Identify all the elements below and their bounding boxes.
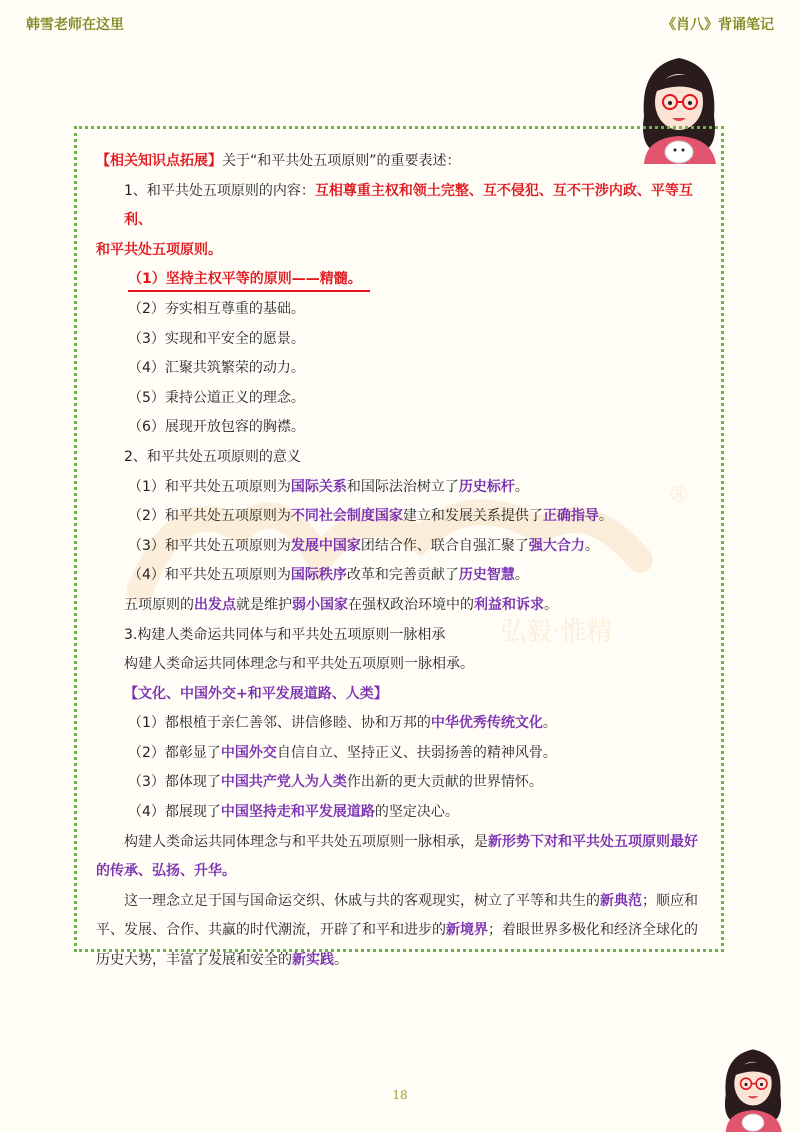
significance-item: （3）和平共处五项原则为发展中国家团结合作、联合自强汇聚了强大合力。 [128,537,599,554]
conclusion-paragraph-2-line3: 历史大势，丰富了发展和安全的新实践。 [96,952,348,969]
content-red-2: 和平共处五项原则。 [96,241,222,258]
content-red-1: 互相尊重主权和领土完整、互不侵犯、互不干涉内政、平等互利、 [124,182,693,229]
principle-item: （6）展现开放包容的胸襟。 [128,419,305,436]
significance-item: （2）和平共处五项原则为不同社会制度国家建立和发展关系提供了正确指导。 [128,508,613,525]
community-item: （3）都体现了中国共产党人为人类作出新的更大贡献的世界情怀。 [128,774,543,791]
page-number: 18 [392,1088,408,1102]
principle-item: （3）实现和平安全的愿景。 [128,330,305,347]
principle-core: （1）坚持主权平等的原则——精髓。 [128,268,370,292]
conclusion-paragraph-1: 构建人类命运共同体理念与和平共处五项原则一脉相承，是新形势下对和平共处五项原则最好 [124,833,698,850]
intro-text: 关于“和平共处五项原则”的重要表述： [222,153,461,169]
community-item: （2）都彰显了中国外交自信自立、坚持正义、扶弱扬善的精神风骨。 [128,744,557,761]
principle-item: （2）夯实相互尊重的基础。 [128,300,305,317]
principle-item: （5）秉持公道正义的理念。 [128,389,305,406]
teacher-avatar-bottom [716,1040,790,1132]
watermark-slogan: 弘毅·惟精 [500,617,613,647]
header-left-title: 韩雪老师在这里 [26,17,124,33]
header-right-title: 《肖八》背诵笔记 [662,17,774,33]
community-item: （4）都展现了中国坚持走和平发展道路的坚定决心。 [128,804,459,821]
community-item: （1）都根植于亲仁善邻、讲信修睦、协和万邦的中华优秀传统文化。 [128,715,557,732]
conclusion-paragraph-2: 这一理念立足于国与国命运交织、休戚与共的客观现实，树立了平等和共生的新典范；顺应和 [124,892,698,909]
significance-item: （4）和平共处五项原则为国际秩序改革和完善贡献了历史智慧。 [128,567,529,584]
document-body [96,147,708,976]
starting-point-line: 五项原则的出发点就是维护弱小国家在强权政治环境中的利益和诉求。 [124,596,558,613]
significance-item: （1）和平共处五项原则为国际关系和国际法治树立了历史标杆。 [128,478,529,495]
conclusion-paragraph-1-end: 的传承、弘扬、升华。 [96,863,236,880]
significance-heading: 2、和平共处五项原则的意义 [124,448,301,465]
watermark-registered-mark: ® [668,483,690,508]
content-label: 1、和平共处五项原则的内容： [124,182,315,199]
conclusion-paragraph-2-line2: 平、发展、合作、共赢的时代潮流，开辟了和平和进步的新境界；着眼世界多极化和经济全球化的 [96,922,698,939]
section-tag: 【相关知识点拓展】 [96,153,222,169]
community-summary: 构建人类命运共同体理念与和平共处五项原则一脉相承。 [124,656,474,673]
principle-item: （4）汇聚共筑繁荣的动力。 [128,360,305,377]
community-heading: 3.构建人类命运共同体与和平共处五项原则一脉相承 [124,626,446,643]
section-tag-2: 【文化、中国外交+和平发展道路、人类】 [124,685,388,702]
